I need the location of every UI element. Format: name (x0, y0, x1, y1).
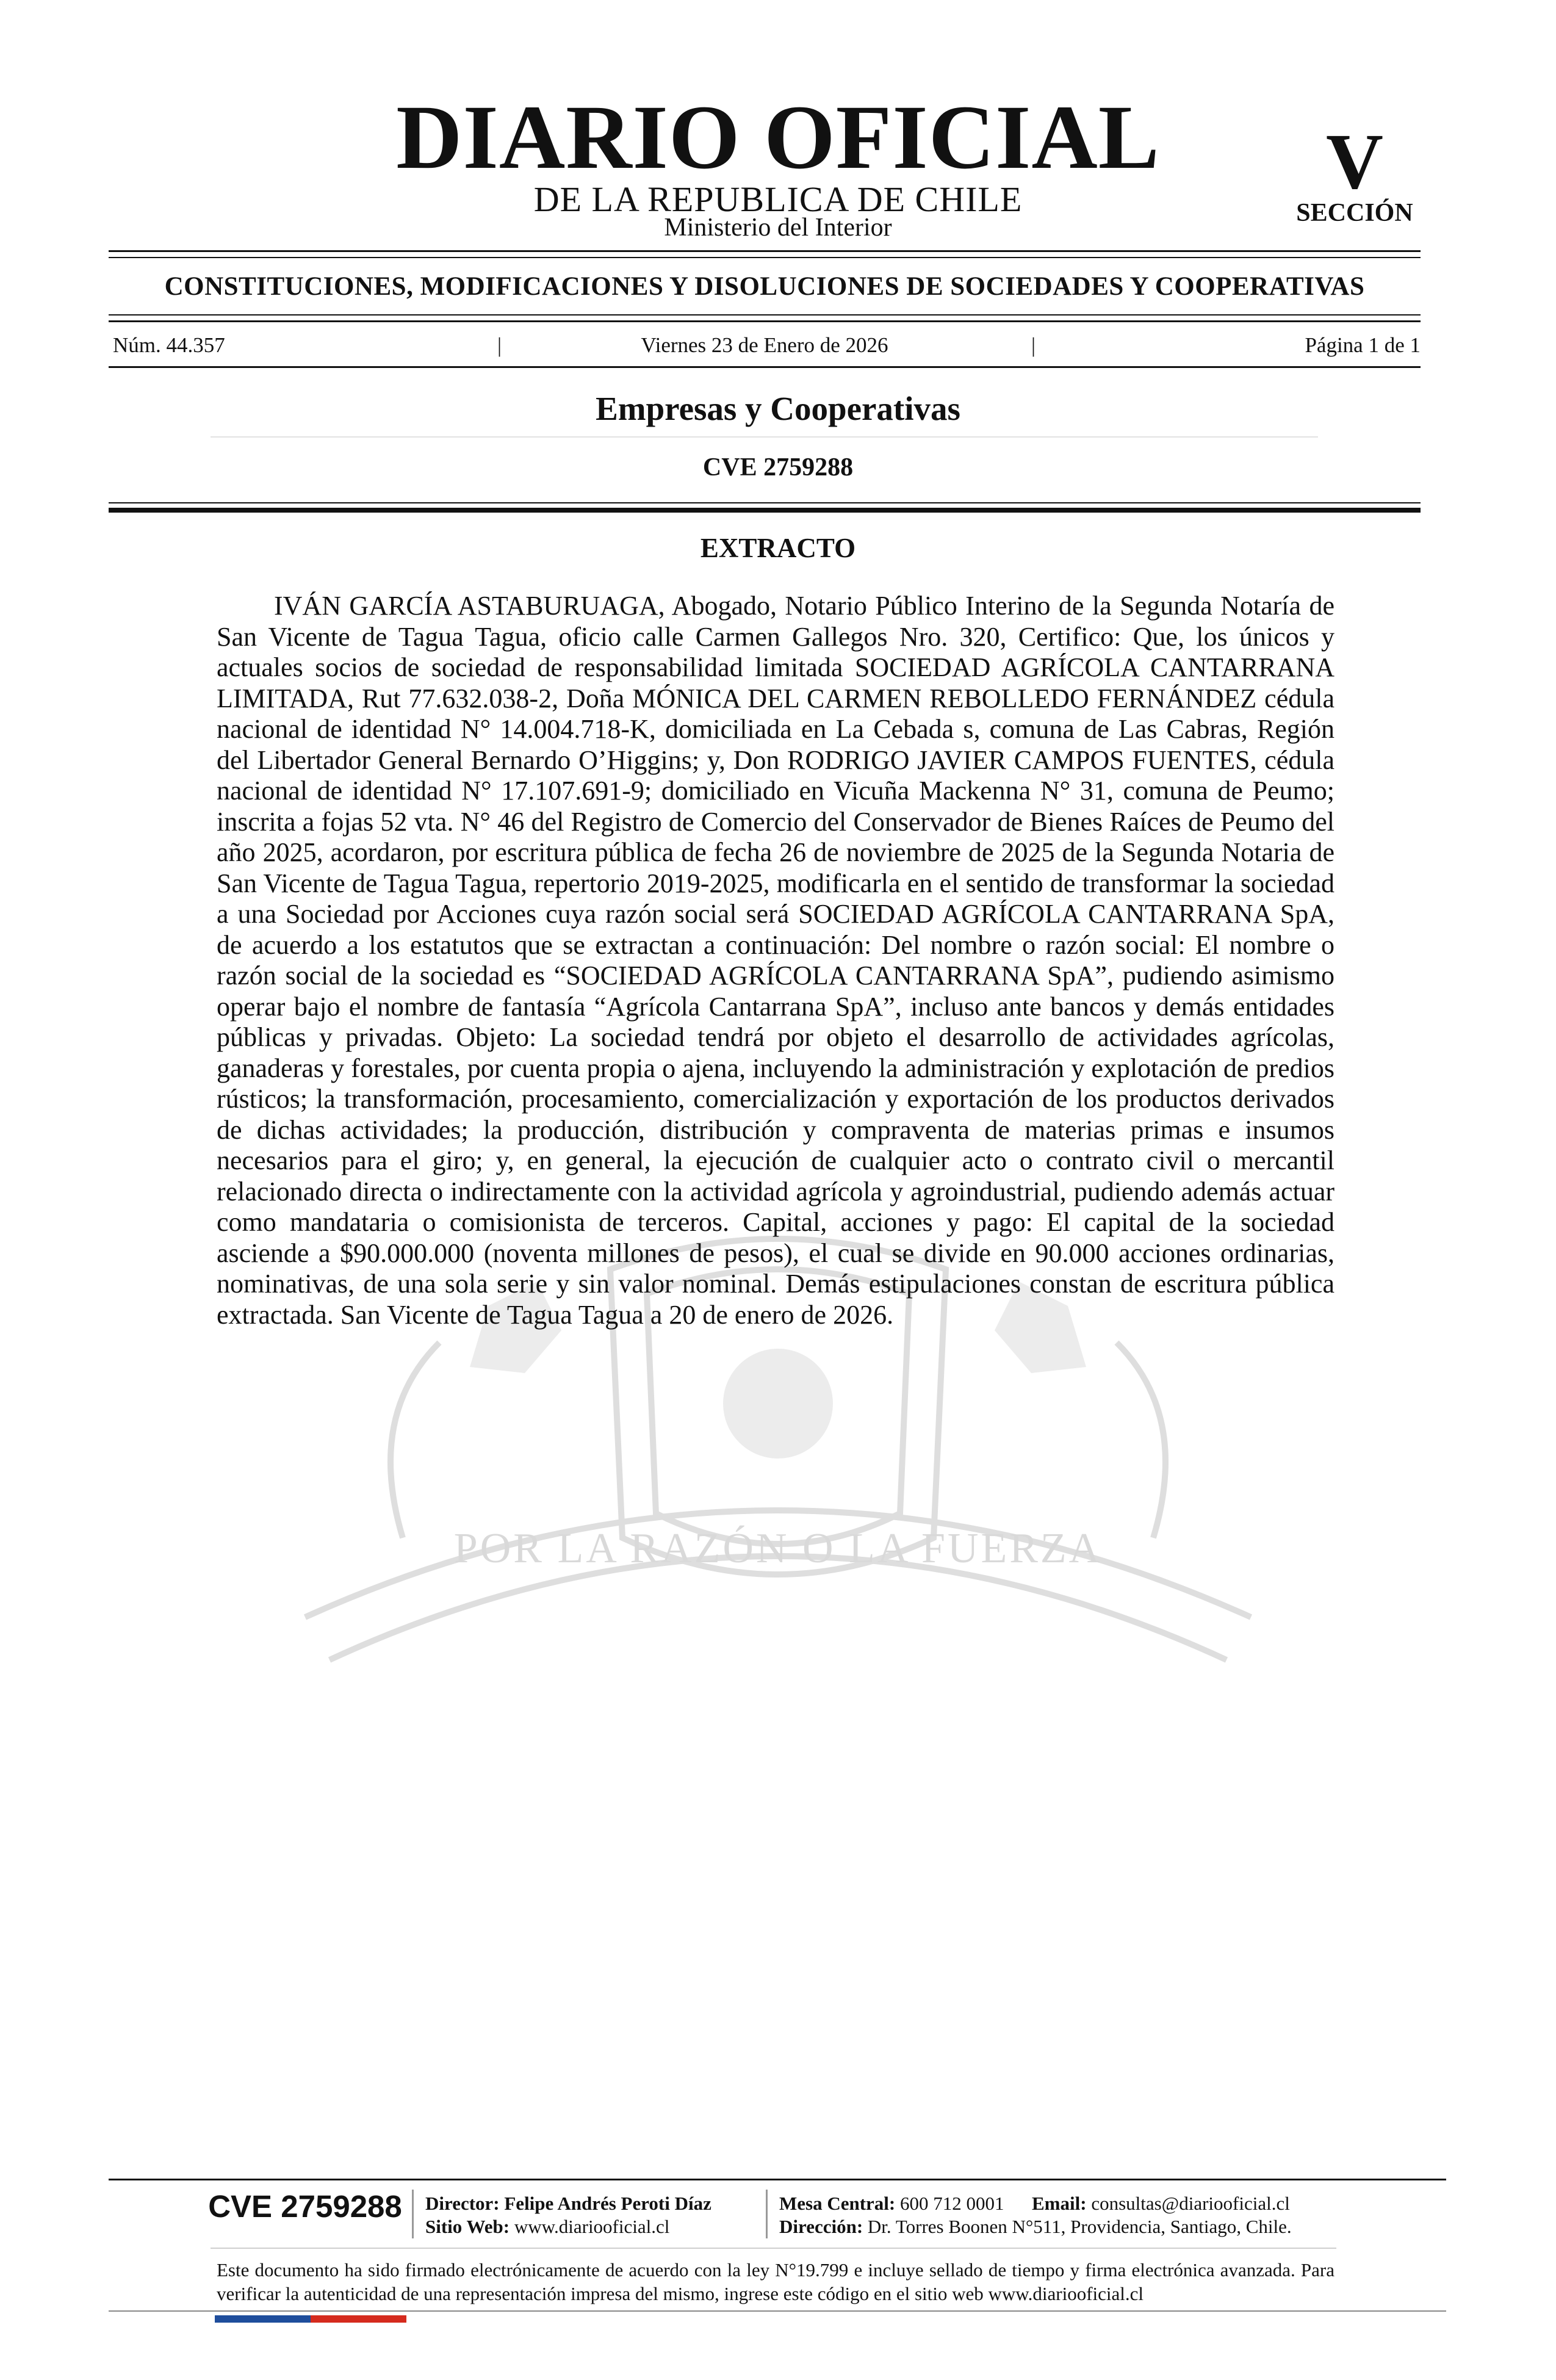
email-label: Email: (1032, 2193, 1087, 2214)
website-label: Sitio Web: (425, 2216, 510, 2237)
director-label: Director: (425, 2193, 500, 2214)
seal-motto: POR LA RAZÓN O LA FUERZA (453, 1525, 1103, 1572)
footer-address (779, 2217, 1292, 2236)
info-separator: | (497, 333, 502, 357)
rule-header-end-2 (109, 508, 1421, 513)
phone-label: Mesa Central: (779, 2193, 896, 2214)
footer-contact (779, 2194, 1290, 2213)
flag-stripe-red (311, 2315, 406, 2323)
section-label: SECCIÓN (1296, 199, 1413, 227)
rule-banner-bottom-1 (109, 314, 1421, 316)
cve-code: CVE 2759288 (702, 453, 854, 481)
info-separator: | (1031, 333, 1036, 357)
footer-website (425, 2217, 669, 2236)
rule-top-thick (109, 250, 1421, 252)
website-link[interactable]: www.diariooficial.cl (514, 2216, 670, 2237)
signature-notice: Este documento ha sido firmado electrónicamente de acuerdo con la ley N°19.799 e incluye sellado de tiempo y firma electrónica avanzada. Para verificar la autenticidad de una representación impresa del mismo, ingrese este código en el sitio web www.diariooficial.cl (217, 2259, 1334, 2304)
section-divider (211, 436, 1318, 438)
category-banner: CONSTITUCIONES, MODIFICACIONES Y DISOLUCIONES DE SOCIEDADES Y COOPERATIVAS (164, 272, 1365, 301)
rule-top-thin (109, 257, 1421, 258)
issue-number: Núm. 44.357 (113, 333, 225, 357)
masthead-subtitle: DE LA REPUBLICA DE CHILE (533, 179, 1023, 219)
footer-director (425, 2194, 711, 2213)
address-label: Dirección: (779, 2216, 863, 2237)
rule-header-end-1 (109, 502, 1421, 503)
footer-divider (412, 2190, 414, 2238)
flag-stripe-blue (215, 2315, 311, 2323)
extract-body: IVÁN GARCÍA ASTABURUAGA, Abogado, Notario Público Interino de la Segunda Notaría de San Vicente de Tagua Tagua, oficio calle Carmen Gallegos Nro. 320, Certifico: Que, los únicos y actuales socios de sociedad de responsabilidad limitada SOCIEDAD AGRÍCOLA CANTARRANA LIMITADA, Rut 77.632.038-2, Doña MÓNICA DEL CARMEN REBOLLEDO FERNÁNDEZ cédula nacional de identidad N° 14.004.718-K, domiciliada en La Cebada s, comuna de Las Cabras, Región del Libertador General Bernardo O’Higgins; y, Don RODRIGO JAVIER CAMPOS FUENTES, cédula nacional de identidad N° 17.107.691-9; domiciliado en Vicuña Mackenna N° 31, comuna de Peumo; inscrita a fojas 52 vta. N° 46 del Registro de Comercio del Conservador de Bienes Raíces de Peumo del año 2025, acordaron, por escritura pública de fecha 26 de noviembre de 2025 de la Segunda Notaria de San Vicente de Tagua Tagua, repertorio 2019-2025, modificarla en el sentido de transformar la sociedad a una Sociedad por Acciones cuya razón social será SOCIEDAD AGRÍCOLA CANTARRANA SpA, de acuerdo a los estatutos que se extractan a continuación: Del nombre o razón social: El nombre o razón social de la sociedad es “SOCIEDAD AGRÍCOLA CANTARRANA SpA”, pudiendo asimismo operar bajo el nombre de fantasía “Agrícola Cantarrana SpA”, incluso ante bancos y demás entidades públicas y privadas. Objeto: La sociedad tendrá por objeto el desarrollo de actividades agrícolas, ganaderas y forestales, por cuenta propia o ajena, incluyendo la administración y explotación de predios rústicos; la transformación, procesamiento, comercialización y exportación de los productos derivados de dichas actividades; la producción, distribución y compraventa de materias primas e insumos necesarios para el giro; y, en general, la ejecución de cualquier acto o contrato civil o mercantil relacionado directa o indirectamente con la actividad agrícola y agroindustrial, pudiendo además actuar como mandataria o comisionista de terceros. Capital, acciones y pago: El capital de la sociedad asciende a $90.000.000 (noventa millones de pesos), el cual se divide en 90.000 acciones ordinarias, nominativas, de una sola serie y sin valor nominal. Demás estipulaciones constan de escritura pública extractada. San Vicente de Tagua Tagua a 20 de enero de 2026. (217, 591, 1334, 1330)
rule-info-bottom (109, 366, 1421, 368)
address-text: Dr. Torres Boonen N°511, Providencia, Santiago, Chile. (867, 2216, 1292, 2237)
email-link[interactable]: consultas@diariooficial.cl (1091, 2193, 1290, 2214)
phone-number: 600 712 0001 (900, 2193, 1004, 2214)
footer-cve-code: CVE 2759288 (208, 2189, 402, 2224)
page-indicator: Página 1 de 1 (1305, 333, 1421, 357)
issue-date: Viernes 23 de Enero de 2026 (641, 333, 888, 357)
footer-rule-mid (211, 2248, 1336, 2249)
rule-banner-bottom-2 (109, 320, 1421, 322)
footer-divider (766, 2190, 768, 2238)
footer-rule-top (109, 2179, 1446, 2180)
masthead-title: DIARIO OFICIAL (396, 87, 1160, 188)
extract-title: EXTRACTO (700, 533, 856, 563)
section-letter: V (1326, 118, 1383, 206)
section-title: Empresas y Cooperativas (596, 390, 960, 427)
footer-rule-bottom (109, 2310, 1446, 2312)
director-name: Felipe Andrés Peroti Díaz (504, 2193, 711, 2214)
masthead-ministry: Ministerio del Interior (664, 214, 892, 242)
